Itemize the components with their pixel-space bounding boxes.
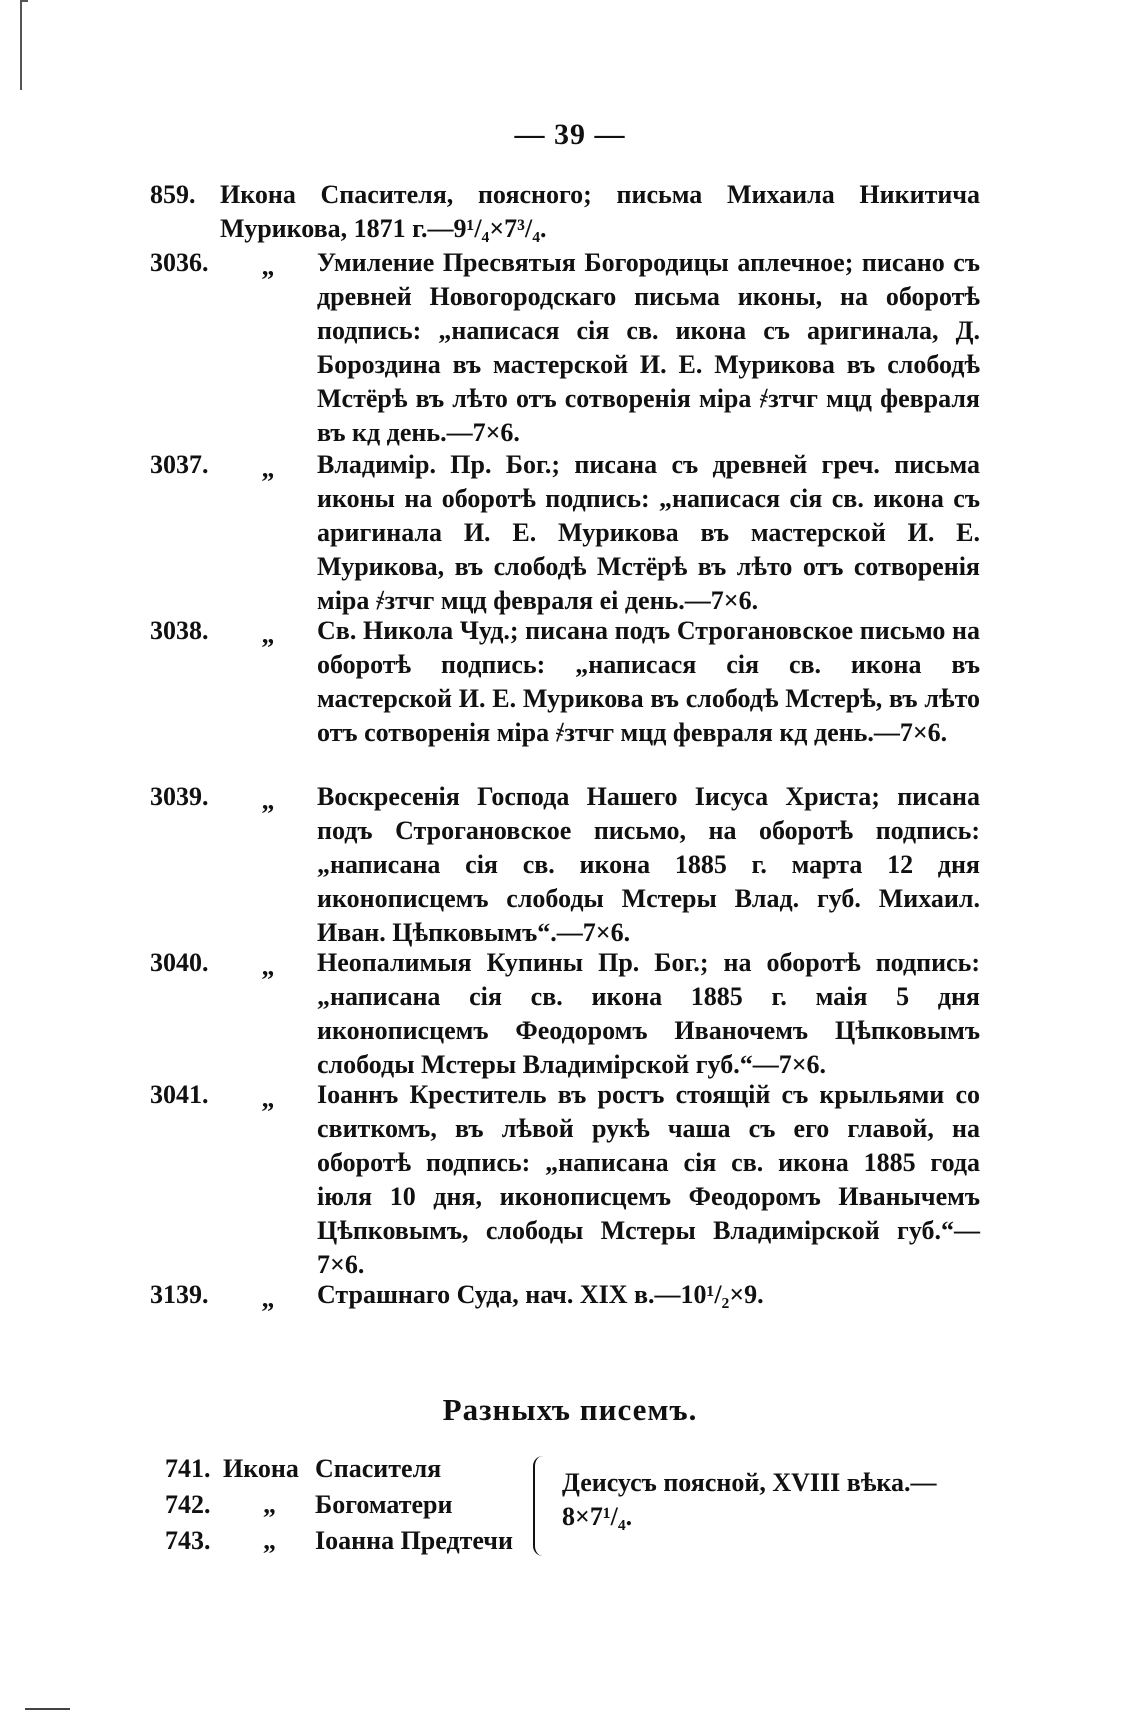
footer-rule	[25, 1708, 70, 1710]
entry-number: 3037.	[150, 450, 209, 479]
ditto-mark: „	[261, 252, 275, 281]
entry-name: Богоматери	[315, 1490, 453, 1519]
ditto-mark: „	[263, 1490, 276, 1519]
entry-number: 3040.	[150, 948, 209, 977]
entry-3139	[150, 1278, 980, 1312]
entry-label: Икона	[220, 180, 296, 209]
entry-number: 3139.	[150, 1280, 209, 1309]
entry-number: 3038.	[150, 616, 209, 645]
entry-text: Воскресенія Господа Нашего Іисуса Христа; писана подъ Строгановское письмо, на оборотѣ подпись: „написана сія св. икона 1885 г. марта 12 дня иконописцемъ слободы Мстеры Влад. губ. Михаил. Иван. Цѣпковымъ“.—7×6.	[317, 782, 980, 947]
group-row-743	[165, 1524, 565, 1558]
group-row-742	[165, 1488, 565, 1522]
entry-label: Икона	[223, 1454, 299, 1483]
ditto-mark: „	[261, 620, 275, 649]
group-description: Деисусъ поясной, XVIII вѣка.— 8×7¹/₄.	[562, 1468, 937, 1531]
ditto-mark: „	[261, 952, 275, 981]
entry-number: 3039.	[150, 782, 209, 811]
entry-text: Умиление Пресвятыя Богородицы аплечное; писано съ древней Новогородскаго письма иконы, на оборотѣ подпись: „написася сія св. икона съ аригинала, Д. Бороздина въ мастерской И. Е. Мурикова въ слободѣ Мстёрѣ въ лѣто отъ сотворенія міра ҂зтчг мцд февраля въ кд день.—7×6.	[317, 248, 980, 447]
page-edge-corner	[20, 0, 28, 2]
entry-number: 3041.	[150, 1080, 209, 1109]
entry-3039	[150, 780, 980, 946]
entry-text: Владимір. Пр. Бог.; писана съ древней греч. письма иконы на оборотѣ подпись: „написася сія св. икона съ аригинала И. Е. Мурикова въ мастерской И. Е. Мурикова, въ слободѣ Мстёрѣ въ лѣто отъ сотворенія міра ҂зтчг мцд февраля еі день.—7×6.	[317, 450, 980, 615]
entry-number: 742.	[165, 1490, 211, 1519]
ditto-mark: „	[261, 786, 275, 815]
ditto-mark: „	[261, 1084, 275, 1113]
entry-text: Іоаннъ Креститель въ ростъ стоящій съ крыльями со свиткомъ, въ лѣвой рукѣ чаша съ его главой, на оборотѣ подпись: „написана сія св. икона 1885 года іюля 10 дня, иконописцемъ Феодоромъ Иванычемъ Цѣпковымъ, слободы Мстеры Владимірской губ.“—7×6.	[317, 1080, 980, 1279]
entry-number: 3036.	[150, 248, 209, 277]
entry-3041	[150, 1078, 980, 1278]
entry-text: Спасителя, поясного; письма Михаила Никитича Мурикова, 1871 г.—9¹/₄×7³/₄.	[220, 180, 980, 243]
ditto-mark: „	[261, 454, 275, 483]
icon-group	[165, 1452, 985, 1562]
ditto-mark: „	[261, 1284, 275, 1313]
entry-3037	[150, 448, 980, 614]
entry-name: Іоанна Предтечи	[315, 1526, 513, 1555]
group-row-741	[165, 1452, 565, 1486]
entry-3040	[150, 946, 980, 1078]
entry-3038	[150, 614, 980, 780]
entry-text: Св. Никола Чуд.; писана подъ Строгановское письмо на оборотѣ подпись: „написася сія св. икона въ мастерской И. Е. Мурикова въ слободѣ Мстерѣ, въ лѣто отъ сотворенія міра ҂зтчг мцд февраля кд день.—7×6.	[317, 616, 980, 747]
entry-text: Неопалимыя Купины Пр. Бог.; на оборотѣ подпись: „написана сія св. икона 1885 г. маія 5 дня иконописцемъ Феодоромъ Иваночемъ Цѣпковымъ слободы Мстеры Владимірской губ.“—7×6.	[317, 948, 980, 1079]
page-edge-mark	[20, 0, 22, 90]
section-title: Разныхъ писемъ.	[442, 1392, 698, 1427]
entry-list	[150, 178, 980, 1312]
entry-3036	[150, 246, 980, 448]
ditto-mark: „	[263, 1526, 276, 1555]
page-number: — 39 —	[514, 118, 626, 151]
entry-number: 741.	[165, 1454, 211, 1483]
entry-number: 859.	[150, 180, 196, 209]
brace-icon	[533, 1456, 553, 1556]
entry-859	[150, 178, 980, 246]
entry-text: Страшнаго Суда, нач. XIX в.—10¹/₂×9.	[317, 1280, 764, 1309]
entry-name: Спасителя	[315, 1454, 442, 1483]
entry-number: 743.	[165, 1526, 211, 1555]
